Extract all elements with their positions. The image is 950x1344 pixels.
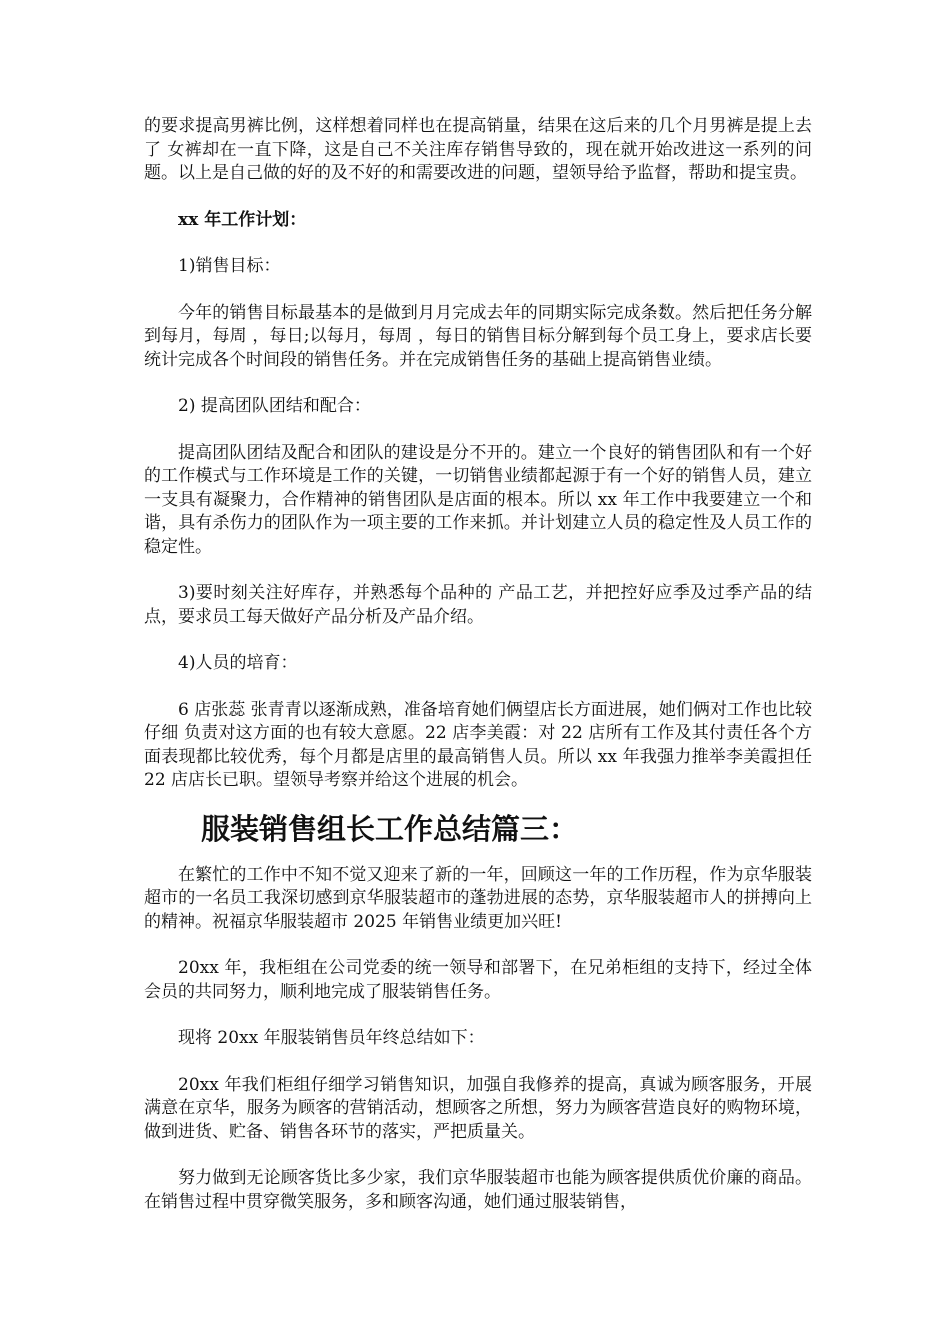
section-heading: 服装销售组长工作总结篇三： — [201, 811, 579, 846]
document-body — [144, 115, 812, 1237]
summary-paragraph: 20xx 年，我柜组在公司党委的统一领导和部署下，在兄弟柜组的支持下，经过全体会员的共同努力，顺利地完成了服装销售任务。 — [144, 958, 812, 1002]
training-label: 4)人员的培育： — [178, 653, 298, 673]
intro-paragraph: 在繁忙的工作中不知不觉又迎来了新的一年，回顾这一年的工作历程，作为京华服装超市的一名员工我深切感到京华服装超市的蓬勃进展的态势，京华服装超市人的拼搏向上的精神。祝福京华服装超市 2025 年销售业绩更加兴旺! — [144, 864, 812, 932]
training-paragraph: 6 店张蕊 张青青以逐渐成熟，准备培育她们俩望店长方面进展，她们俩对工作也比较仔细 负责对这方面的也有较大意愿。22 店李美霞：对 22 店所有工作及其付责任各个方面表现都比较优秀，每个月都是店里的最高销售人员。所以 xx 年我强力推举李美霞担任 22 店店长已职。望领导考察并给这个进展的机会。 — [144, 699, 812, 790]
sales-target-paragraph: 今年的销售目标最基本的是做到月月完成去年的同期实际完成条数。然后把任务分解到每月，每周 ，每日;以每月，每周 ，每日的销售目标分解到每个员工身上，要求店长要统计完成各个时间段的销售任务。并在完成销售任务的基础上提高销售业绩。 — [144, 302, 812, 370]
sales-target-label: 1)销售目标： — [178, 256, 281, 276]
study-paragraph: 20xx 年我们柜组仔细学习销售知识，加强自我修养的提高，真诚为顾客服务，开展满意在京华，服务为顾客的营销活动，想顾客之所想，努力为顾客营造良好的购物环境，做到进货、贮备、销售各环节的落实，严把质量关。 — [144, 1074, 812, 1142]
team-label: 2) 提高团队团结和配合： — [178, 396, 371, 416]
paragraph-continuation: 的要求提高男裤比例，这样想着同样也在提高销量，结果在这后来的几个月男裤是提上去了 女裤却在一直下降，这是自己不关注库存销售导致的，现在就开始改进这一系列的问题。以上是自己做的好的及不好的和需要改进的问题，望领导给予监督，帮助和提宝贵。 — [144, 116, 812, 183]
summary-lead-paragraph: 现将 20xx 年服装销售员年终总结如下： — [178, 1028, 485, 1048]
service-paragraph: 努力做到无论顾客货比多少家，我们京华服装超市也能为顾客提供质优价廉的商品。在销售过程中贯穿微笑服务，多和顾客沟通，她们通过服装销售， — [144, 1168, 812, 1212]
plan-heading: xx 年工作计划： — [178, 209, 307, 230]
inventory-paragraph: 3)要时刻关注好库存，并熟悉每个品种的 产品工艺，并把控好应季及过季产品的结点，要求员工每天做好产品分析及产品介绍。 — [144, 583, 812, 627]
team-paragraph: 提高团队团结及配合和团队的建设是分不开的。建立一个良好的销售团队和有一个好的工作模式与工作环境是工作的关键，一切销售业绩都起源于有一个好的销售人员，建立一支具有凝聚力，合作精神的销售团队是店面的根本。所以 xx 年工作中我要建立一个和谐，具有杀伤力的团队作为一项主要的工作来抓。并计划建立人员的稳定性及人员工作的稳定性。 — [144, 442, 812, 557]
